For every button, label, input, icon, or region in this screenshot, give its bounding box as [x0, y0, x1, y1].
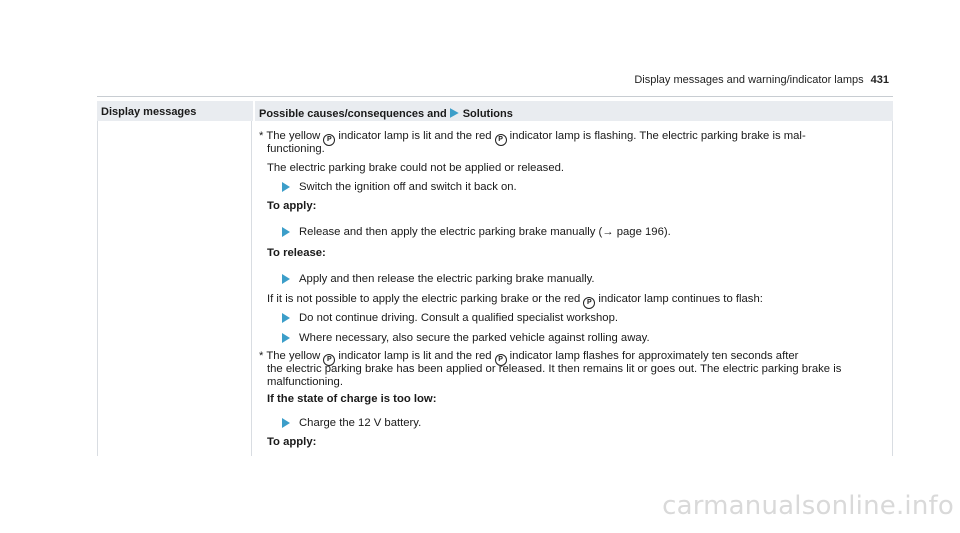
step-text: Apply and then release the electric parking brake manually. — [299, 273, 595, 285]
step-arrow-icon — [282, 182, 290, 192]
cause-1-line-3: The electric parking brake could not be applied or released. — [267, 162, 565, 174]
text-fragment: indicator lamp is lit and the red — [338, 130, 492, 142]
text-fragment: indicator lamp continues to flash: — [598, 293, 763, 305]
step-arrow-icon — [282, 313, 290, 323]
parking-brake-icon: P — [583, 297, 595, 309]
text-fragment: If it is not possible to apply the electric parking brake or the red — [267, 293, 581, 305]
cause-2-line-2: the electric parking brake has been applied or released. It then remains lit or goes out. The electric parking brake is — [267, 363, 842, 375]
col-header-causes-label: Possible causes/consequences and — [259, 108, 447, 120]
col-header-solutions-label: Solutions — [462, 108, 513, 120]
parking-brake-icon: P — [495, 354, 507, 366]
step-text: Charge the 12 V battery. — [299, 417, 422, 429]
parking-brake-icon: P — [323, 134, 335, 146]
display-messages-table — [97, 101, 893, 456]
parking-brake-icon: P — [495, 134, 507, 146]
text-fragment: indicator lamp flashes for approximately ten seconds after — [509, 350, 799, 362]
step-text: Switch the ignition off and switch it back on. — [299, 181, 517, 193]
step-text: Release and then apply the electric parking brake manually (→ page 196). — [299, 226, 671, 238]
step-text: Where necessary, also secure the parked vehicle against rolling away. — [299, 332, 650, 344]
step-arrow-icon — [282, 227, 290, 237]
footnote-star: * — [259, 350, 264, 362]
text-fragment: The yellow — [266, 130, 321, 142]
subheading-to-apply: To apply: — [267, 436, 317, 448]
footnote-star: * — [259, 130, 264, 142]
page-number: 431 — [870, 74, 889, 86]
table-border-left — [97, 121, 98, 456]
cause-1-line-1 — [259, 130, 806, 146]
col-header-causes-solutions — [259, 108, 513, 120]
column-separator — [253, 101, 255, 121]
col-header-display-messages: Display messages — [101, 106, 197, 118]
subheading-to-apply: To apply: — [267, 200, 317, 212]
step-text: Do not continue driving. Consult a qualified specialist workshop. — [299, 312, 618, 324]
parking-brake-icon: P — [323, 354, 335, 366]
step-arrow-icon — [282, 418, 290, 428]
table-border-right — [892, 121, 893, 456]
text-fragment: The yellow — [266, 350, 321, 362]
table-border-middle — [251, 121, 252, 456]
subheading-to-release: To release: — [267, 247, 326, 259]
cause-1-line-2: functioning. — [267, 143, 325, 155]
running-head-title: Display messages and warning/indicator lamps — [634, 74, 864, 86]
step-arrow-icon — [282, 333, 290, 343]
cause-2-line-3: malfunctioning. — [267, 376, 343, 388]
header-rule — [97, 96, 893, 97]
arrow-right-icon — [450, 108, 459, 118]
condition-line — [267, 293, 763, 309]
running-head — [634, 74, 889, 86]
table-header — [97, 101, 893, 121]
text-fragment: indicator lamp is flashing. The electric parking brake is mal- — [509, 130, 806, 142]
subheading-charge-low: If the state of charge is too low: — [267, 393, 437, 405]
step-arrow-icon — [282, 274, 290, 284]
text-fragment: indicator lamp is lit and the red — [338, 350, 492, 362]
watermark: carmanualsonline.info — [662, 491, 954, 521]
